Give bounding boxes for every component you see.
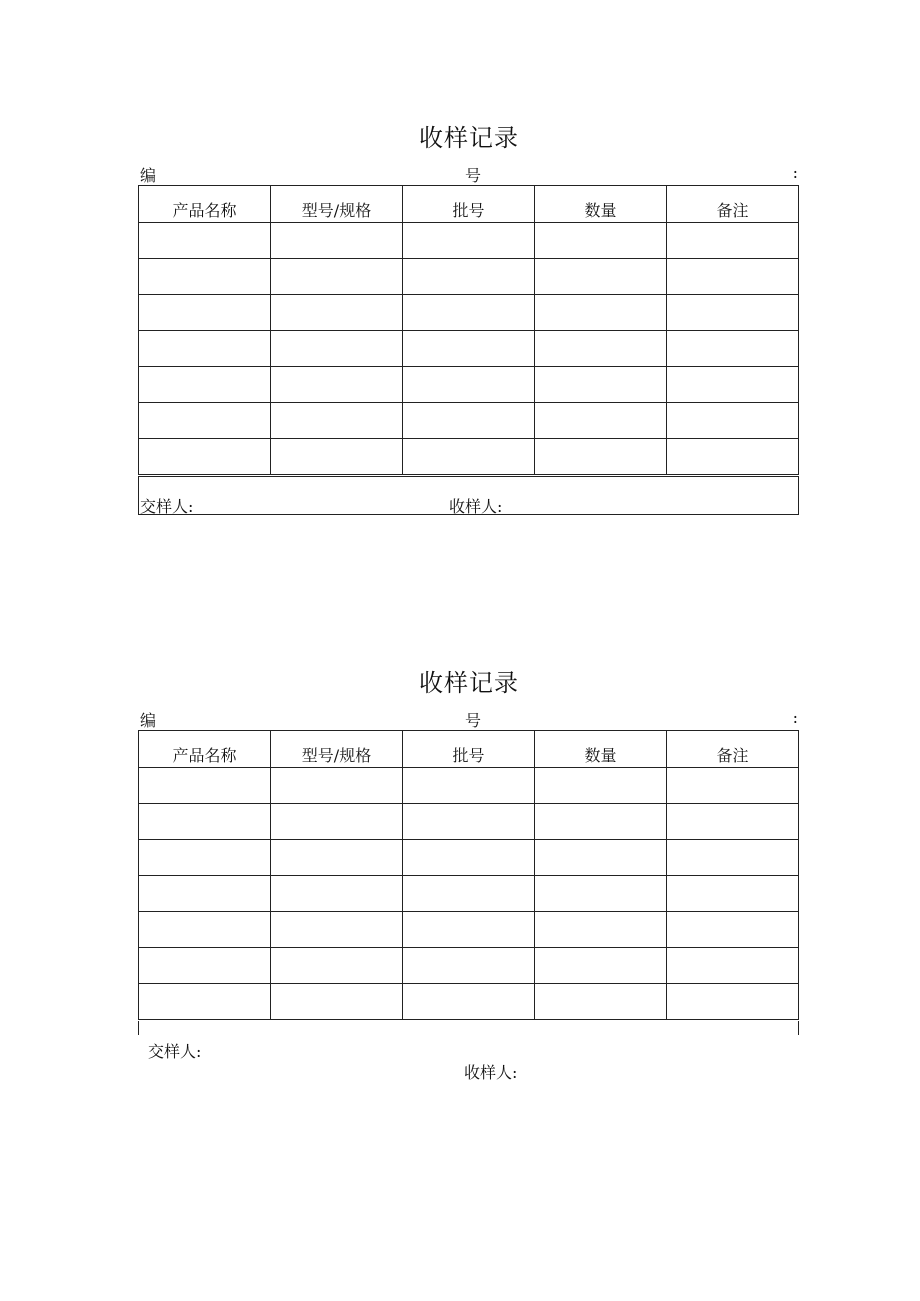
table-cell[interactable] (139, 439, 271, 475)
col-remarks: 备注 (667, 186, 799, 223)
table-cell[interactable] (271, 984, 403, 1020)
table-cell[interactable] (535, 840, 667, 876)
form-title: 收样记录 (419, 124, 519, 152)
table-cell[interactable] (535, 367, 667, 403)
table-cell[interactable] (667, 223, 799, 259)
table-cell[interactable] (403, 804, 535, 840)
table-cell[interactable] (535, 223, 667, 259)
table-cell[interactable] (403, 223, 535, 259)
col-quantity: 数量 (535, 186, 667, 223)
form-title: 收样记录 (419, 669, 519, 697)
table-cell[interactable] (535, 804, 667, 840)
table-cell[interactable] (403, 367, 535, 403)
table-row (139, 768, 799, 804)
table-cell[interactable] (403, 403, 535, 439)
signature-row-open (138, 1021, 799, 1035)
signature-row-right-edge (798, 1021, 799, 1035)
number-label-part2: 号 (465, 166, 482, 185)
table-cell[interactable] (403, 840, 535, 876)
table-cell[interactable] (535, 439, 667, 475)
table-cell[interactable] (667, 403, 799, 439)
table-cell[interactable] (271, 223, 403, 259)
table-cell[interactable] (271, 331, 403, 367)
table-cell[interactable] (403, 439, 535, 475)
table-cell[interactable] (667, 768, 799, 804)
table-row (139, 331, 799, 367)
number-line (138, 163, 800, 185)
table-row (139, 912, 799, 948)
sample-table (138, 185, 799, 475)
number-label-colon: : (792, 163, 798, 182)
table-cell[interactable] (271, 912, 403, 948)
table-cell[interactable] (667, 948, 799, 984)
table-cell[interactable] (271, 768, 403, 804)
table-cell[interactable] (535, 768, 667, 804)
table-cell[interactable] (271, 804, 403, 840)
col-quantity: 数量 (535, 731, 667, 768)
table-cell[interactable] (271, 840, 403, 876)
table-cell[interactable] (403, 331, 535, 367)
receiver-label: 收样人: (449, 497, 503, 516)
receiver-label: 收样人: (464, 1063, 518, 1082)
col-model-spec: 型号/规格 (271, 731, 403, 768)
table-cell[interactable] (535, 876, 667, 912)
table-cell[interactable] (139, 768, 271, 804)
table-cell[interactable] (667, 876, 799, 912)
table-cell[interactable] (667, 331, 799, 367)
number-label-part1: 编 (140, 711, 157, 730)
table-cell[interactable] (667, 840, 799, 876)
table-cell[interactable] (667, 259, 799, 295)
table-cell[interactable] (535, 912, 667, 948)
table-cell[interactable] (535, 259, 667, 295)
table-cell[interactable] (667, 912, 799, 948)
table-cell[interactable] (535, 331, 667, 367)
table-cell[interactable] (403, 912, 535, 948)
table-cell[interactable] (403, 876, 535, 912)
table-cell[interactable] (667, 367, 799, 403)
table-cell[interactable] (139, 259, 271, 295)
table-cell[interactable] (271, 259, 403, 295)
table-cell[interactable] (535, 984, 667, 1020)
table-cell[interactable] (139, 948, 271, 984)
table-cell[interactable] (667, 295, 799, 331)
table-row (139, 804, 799, 840)
table-cell[interactable] (139, 367, 271, 403)
table-row (139, 259, 799, 295)
table-cell[interactable] (139, 223, 271, 259)
table-cell[interactable] (139, 984, 271, 1020)
header-row (139, 731, 799, 768)
signature-row-left-edge (138, 1021, 139, 1035)
signature-row (138, 476, 799, 515)
col-product-name: 产品名称 (139, 731, 271, 768)
number-label-part1: 编 (140, 166, 157, 185)
table-row (139, 223, 799, 259)
table-row (139, 439, 799, 475)
table-row (139, 840, 799, 876)
col-model-spec: 型号/规格 (271, 186, 403, 223)
table-cell[interactable] (271, 403, 403, 439)
table-cell[interactable] (535, 295, 667, 331)
table-cell[interactable] (271, 876, 403, 912)
table-cell[interactable] (535, 403, 667, 439)
header-row (139, 186, 799, 223)
table-row (139, 876, 799, 912)
table-cell[interactable] (139, 804, 271, 840)
table-cell[interactable] (667, 984, 799, 1020)
number-label-colon: : (792, 708, 798, 727)
table-cell[interactable] (667, 439, 799, 475)
number-line (138, 708, 800, 730)
deliverer-label: 交样人: (148, 1042, 202, 1061)
deliverer-label: 交样人: (140, 497, 194, 516)
table-cell[interactable] (271, 439, 403, 475)
table-cell[interactable] (535, 948, 667, 984)
table-cell[interactable] (271, 948, 403, 984)
table-cell[interactable] (403, 295, 535, 331)
sample-table (138, 730, 799, 1020)
table-cell[interactable] (403, 984, 535, 1020)
table-cell[interactable] (139, 912, 271, 948)
col-batch-number: 批号 (403, 186, 535, 223)
table-cell[interactable] (139, 295, 271, 331)
table-cell[interactable] (139, 331, 271, 367)
table-cell[interactable] (667, 804, 799, 840)
table-cell[interactable] (403, 948, 535, 984)
table-row (139, 295, 799, 331)
table-cell[interactable] (271, 367, 403, 403)
col-batch-number: 批号 (403, 731, 535, 768)
table-cell[interactable] (403, 259, 535, 295)
table-cell[interactable] (271, 295, 403, 331)
table-cell[interactable] (139, 403, 271, 439)
table-cell[interactable] (139, 876, 271, 912)
table-row (139, 948, 799, 984)
col-remarks: 备注 (667, 731, 799, 768)
table-cell[interactable] (403, 768, 535, 804)
table-row (139, 984, 799, 1020)
col-product-name: 产品名称 (139, 186, 271, 223)
number-label-part2: 号 (465, 711, 482, 730)
table-row (139, 403, 799, 439)
table-row (139, 367, 799, 403)
table-cell[interactable] (139, 840, 271, 876)
